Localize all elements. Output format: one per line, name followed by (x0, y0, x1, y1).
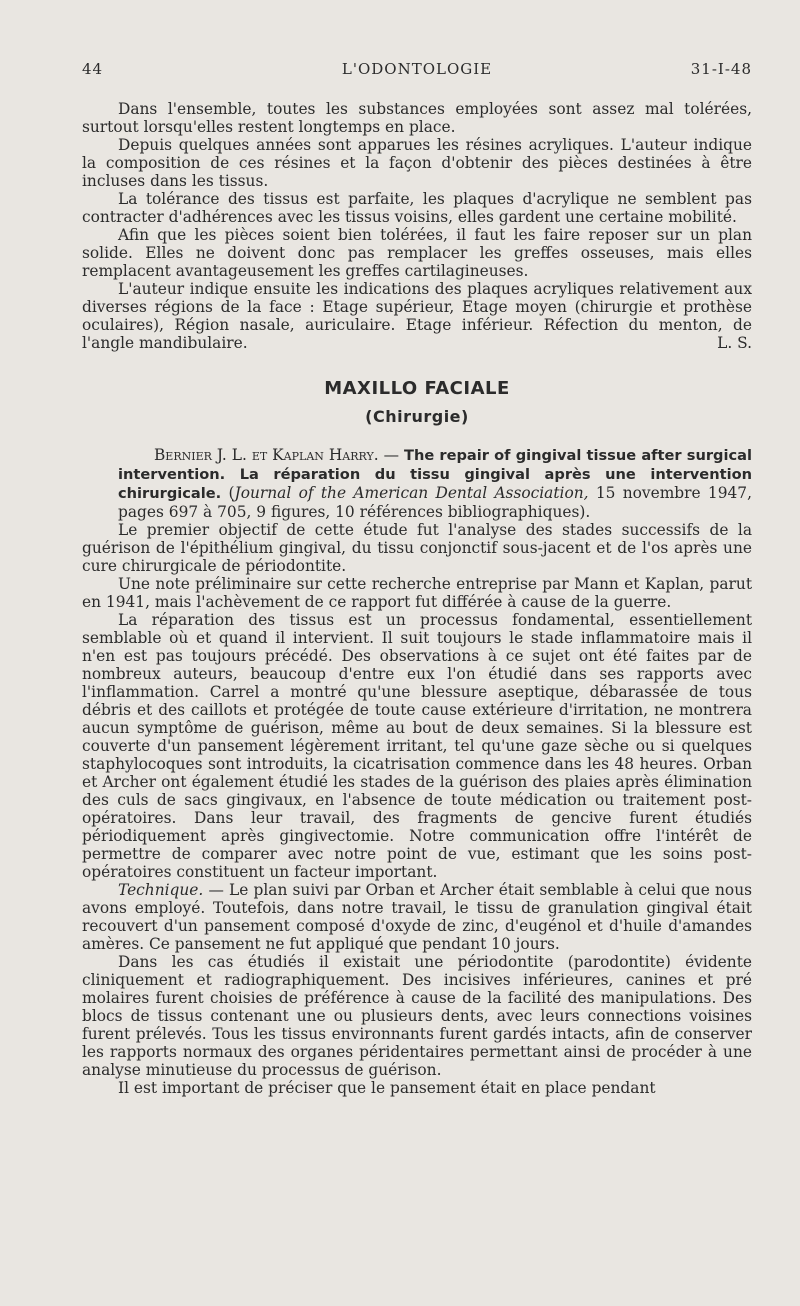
paragraph: Une note préliminaire sur cette recherche entreprise par Mann et Kaplan, parut en 1941, mais l'achèvement de ce rapport fut différée à cause de la guerre. (82, 575, 752, 611)
reference-authors: Bernier J. L. et Kaplan Harry. (154, 446, 379, 464)
reference-details: 15 novembre 1947, pages 697 à 705, 9 figures, 10 références bibliographiques). (118, 484, 752, 521)
reference-open: ( (221, 484, 235, 502)
paragraph: Dans l'ensemble, toutes les substances employées sont assez mal tolérées, surtout lorsqu'elles restent longtemps en place. (82, 100, 752, 136)
paragraph: Afin que les pièces soient bien tolérées, il faut les faire reposer sur un plan solide. Elles ne doivent donc pas remplacer les greffes osseuses, mais elles remplacent avantageusement les greffes cartilagineuses. (82, 226, 752, 280)
technique-text: — Le plan suivi par Orban et Archer était semblable à celui que nous avons employé. Toutefois, dans notre travail, le tissu de granulation gingival était recouvert d'un pansement composé d'oxyde de zinc, d'eugénol et d'huile d'amandes amères. Ce pansement ne fut appliqué que pendant 10 jours. (82, 881, 752, 953)
author-signature: L. S. (717, 334, 752, 352)
article-reference (82, 446, 752, 521)
paragraph: Le premier objectif de cette étude fut l'analyse des stades successifs de la guérison de l'épithélium gingival, du tissu conjonctif sous-jacent et de l'os après une cure chirurgicale de périodontite. (82, 521, 752, 575)
paragraph: Il est important de préciser que le pansement était en place pendant (118, 1079, 656, 1097)
technique-label: Technique. (118, 881, 204, 899)
reference-title: The repair of gingival tissue after surgical intervention. La réparation du tissu gingival après une intervention chirurgicale. (118, 447, 752, 502)
section-title: MAXILLO FACIALE (324, 378, 510, 399)
paragraph: La tolérance des tissus est parfaite, les plaques d'acrylique ne semblent pas contracter d'adhérences avec les tissus voisins, elles gardent une certaine mobilité. (82, 190, 752, 226)
section-subtitle: (Chirurgie) (365, 407, 469, 426)
issue-date: 31-I-48 (690, 60, 752, 78)
reference-journal: Journal of the American Dental Association, (234, 484, 589, 502)
paragraph-text: L'auteur indique ensuite les indications des plaques acryliques relativement aux diverses régions de la face : Etage supérieur, Etage moyen (chirurgie et prothèse oculaires), Région nasale, auriculaire. Etage inférieur. Réfection du menton, de l'angle mandibulaire. (82, 280, 752, 352)
paragraph: La réparation des tissus est un processus fondamental, essentiellement semblable où et quand il intervient. Il suit toujours le stade inflammatoire mais il n'en est pas toujours précédé. Des observations à ce sujet ont été faites par de nombreux auteurs, beaucoup d'entre eux l'on étudié dans ses rapports avec l'inflammation. Carrel a montré qu'une blessure aseptique, débarassée de tous débris et des caillots et protégée de toute cause extérieure d'irritation, ne montrera aucun symptôme de guérison, même au bout de deux semaines. Si la blessure est couverte d'un pansement légèrement irritant, tel qu'une gaze sèche ou si quelques staphylocoques sont introduits, la cicatrisation commence dans les 48 heures. Orban et Archer ont également étudié les stades de la guérison des plaies après élimination des culs de sacs gingivaux, en l'absence de toute médication ou traitement post-opératoires. Dans leur travail, des fragments de gencive furent étudiés périodiquement après gingivectomie. Notre communication offre l'intérêt de permettre de comparer avec notre point de vue, estimant que les soins post-opératoires constituent un facteur important. (82, 611, 752, 881)
paragraph (82, 881, 752, 953)
journal-title: L'ODONTOLOGIE (341, 60, 493, 78)
paragraph: Dans les cas étudiés il existait une périodontite (parodontite) évidente cliniquement et radiographiquement. Des incisives inférieures, canines et pré molaires furent choisies de préférence à cause de la facilité des manipulations. Des blocs de tissus contenant une ou plusieurs dents, avec leurs connections voisines furent prélevés. Tous les tissus environnants furent gardés intacts, afin de conserver les rapports normaux des organes péridentaires permettant ainsi de procéder à une analyse minutieuse du processus de guérison. (82, 953, 752, 1079)
page-body (82, 100, 752, 1097)
paragraph: Depuis quelques années sont apparues les résines acryliques. L'auteur indique la composition de ces résines et la façon d'obtenir des pièces destinées à être incluses dans les tissus. (82, 136, 752, 190)
paragraph (82, 280, 752, 352)
page-number: 44 (82, 60, 104, 78)
reference-dash: — (378, 446, 404, 464)
running-header (82, 60, 752, 84)
